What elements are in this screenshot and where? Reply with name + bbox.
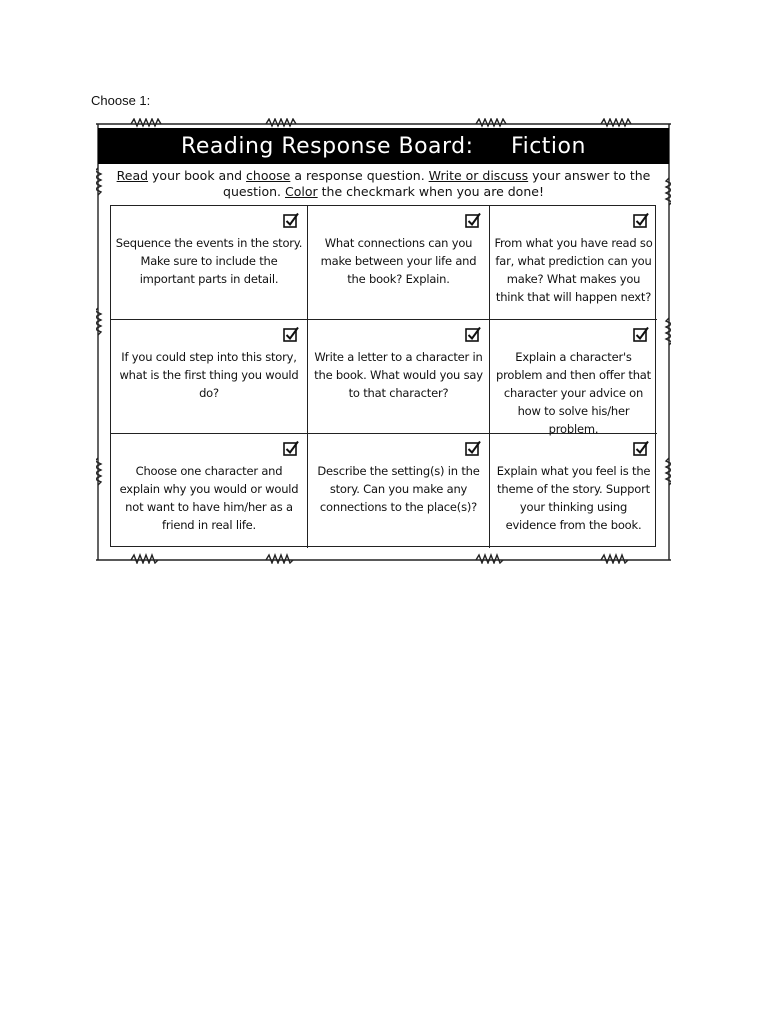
response-prompt: Write a letter to a character in the book. What would you say to that character? [314,350,483,400]
checked-box-icon [283,440,299,456]
instr-text-3: your answer to the question. [223,168,651,199]
response-cell [490,320,657,434]
checked-box-icon [283,212,299,228]
response-cell [111,206,308,320]
response-prompt: Choose one character and explain why you would or would not want to have him/her as a friend in real life. [119,464,299,532]
response-cell [111,434,308,548]
response-cell [308,320,490,434]
checked-box-icon [633,440,649,456]
board-title [98,128,669,164]
instructions [106,168,661,200]
checked-box-icon [465,212,481,228]
checked-box-icon [465,440,481,456]
instr-text-1: your book and [148,168,247,183]
response-cell [308,434,490,548]
response-grid [110,205,656,547]
instr-choose: choose [246,168,291,183]
response-cell [111,320,308,434]
checked-box-icon [633,326,649,342]
checked-box-icon [283,326,299,342]
instr-write-discuss: Write or discuss [428,168,529,183]
response-prompt: Explain what you feel is the theme of the story. Support your thinking using evidence from the book. [496,464,651,532]
instr-read: Read [116,168,149,183]
instr-text-4: the checkmark when you are done! [317,184,544,199]
response-prompt: Explain a character's problem and then offer that character your advice on how to solve his/her problem. [496,350,651,436]
title-gap [474,134,511,159]
choose-label: Choose 1: [91,93,151,108]
response-prompt: What connections can you make between your life and the book? Explain. [320,236,477,286]
board-title-genre: Fiction [511,133,586,159]
response-prompt: Describe the setting(s) in the story. Can you make any connections to the place(s)? [317,464,480,514]
response-cell [490,434,657,548]
response-prompt: From what you have read so far, what prediction can you make? What makes you think that will happen next? [494,236,653,304]
checked-box-icon [633,212,649,228]
checked-box-icon [465,326,481,342]
response-cell [308,206,490,320]
response-prompt: If you could step into this story, what is the first thing you would do? [119,350,299,400]
response-cell [490,206,657,320]
response-prompt: Sequence the events in the story. Make sure to include the important parts in detail. [115,236,303,286]
board-title-main: Reading Response Board: [181,133,474,159]
instr-color: Color [285,184,318,199]
instr-text-2: a response question. [290,168,429,183]
reading-response-board [96,118,671,564]
